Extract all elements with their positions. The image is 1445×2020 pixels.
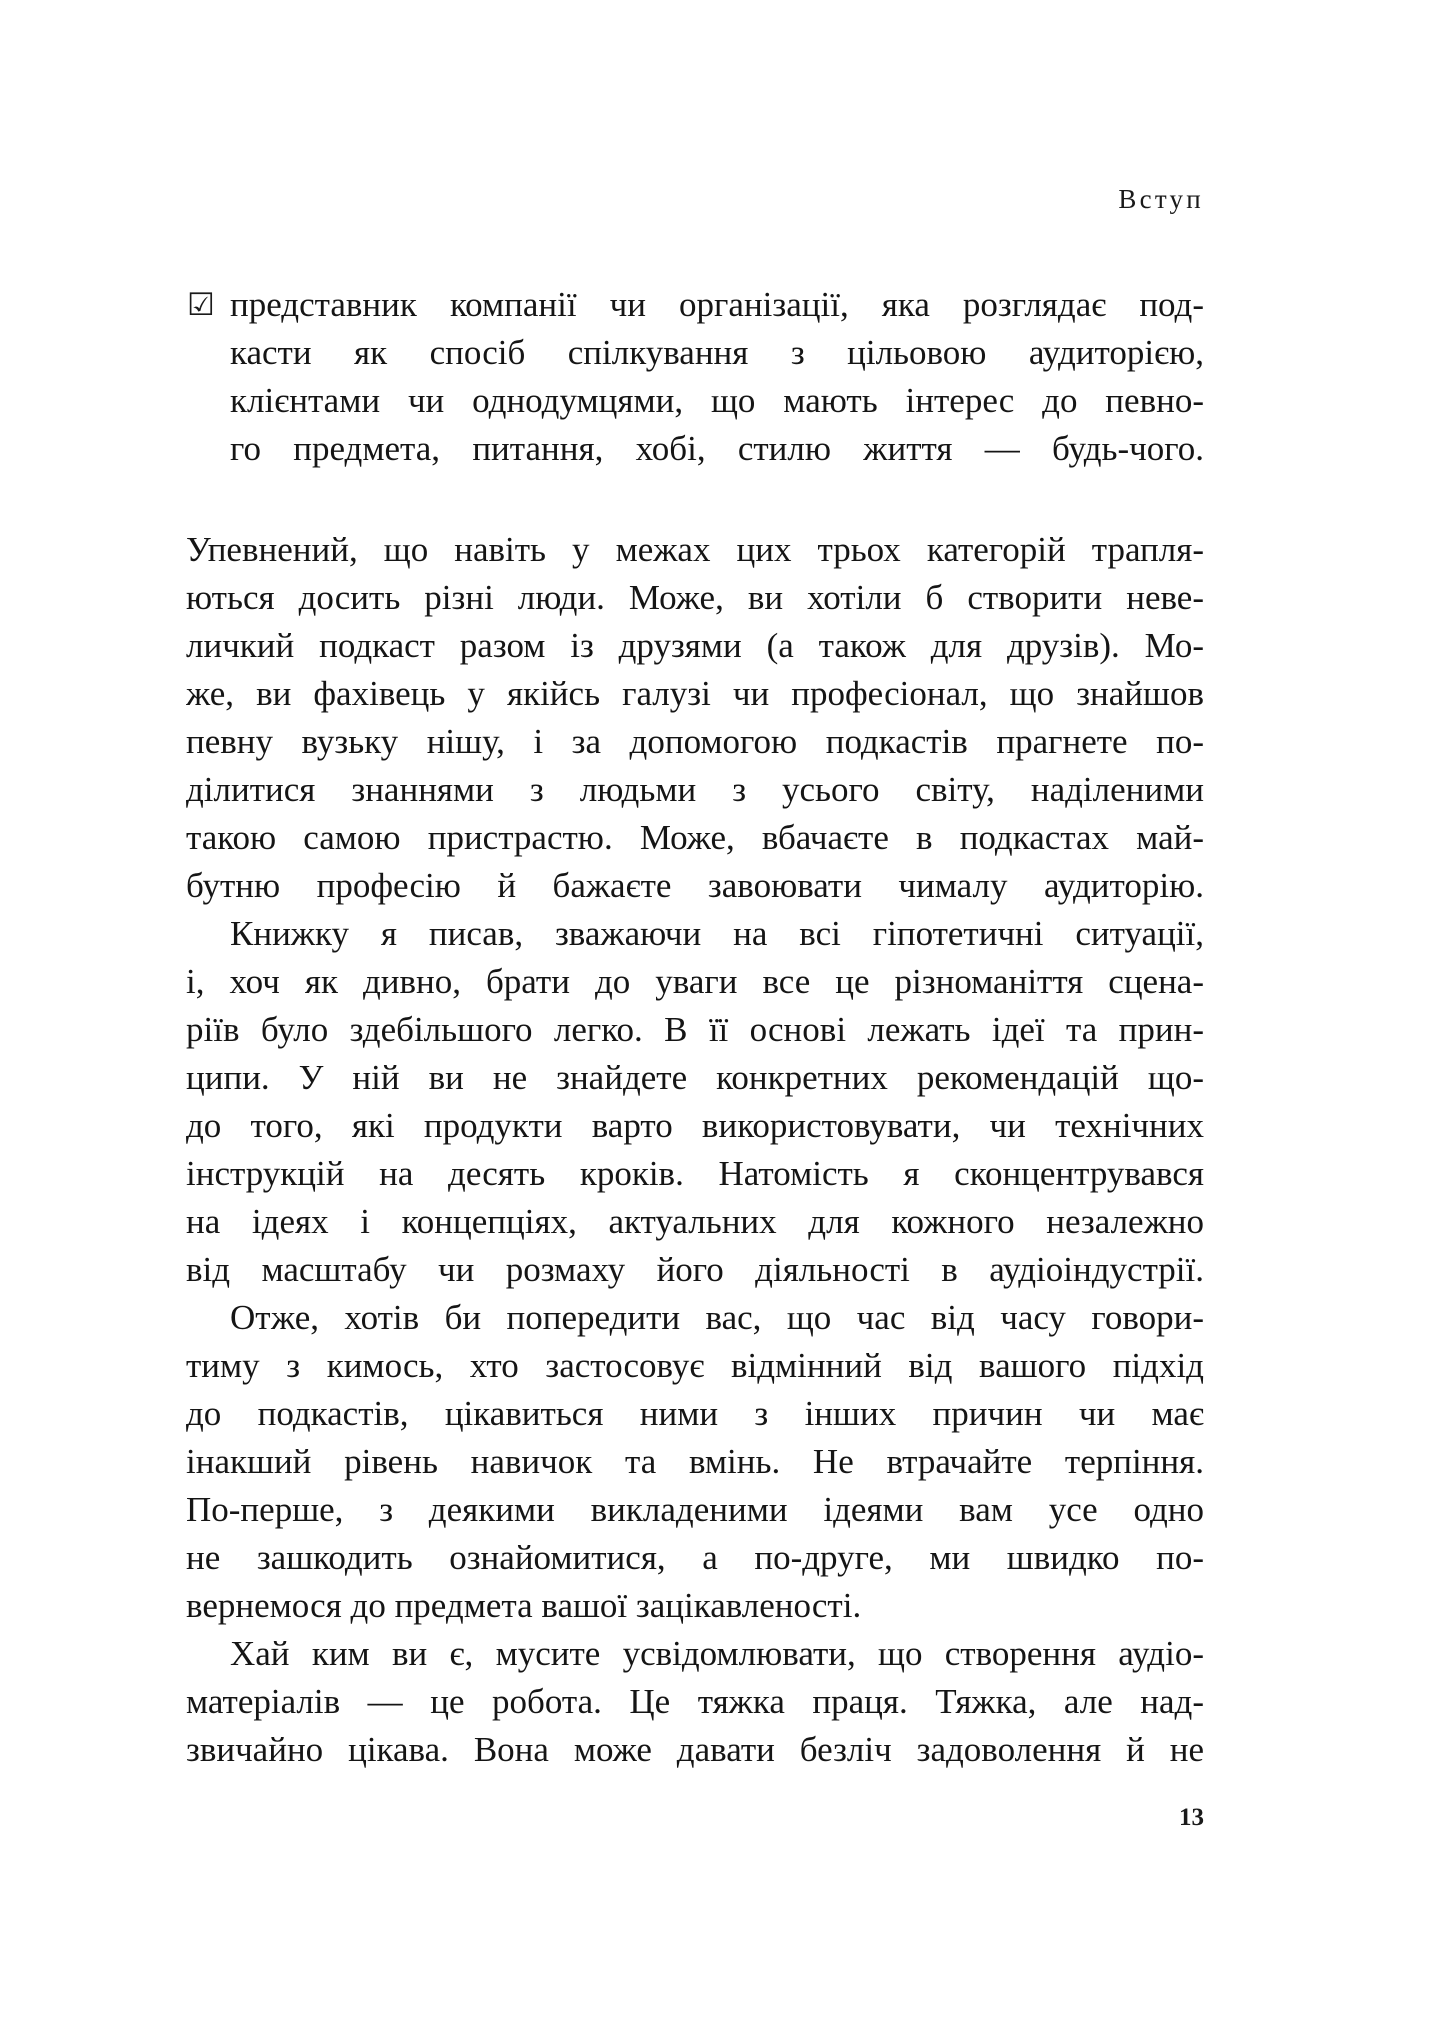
text-line: до того, які продукти варто використовувати, чи технічних [186,1106,1204,1145]
paragraph [186,910,1204,1294]
text-line: Упевнений, що навіть у межах цих трьох категорій трапля- [186,530,1204,569]
text-line: тиму з кимось, хто застосовує відмінний від вашого підхід [186,1346,1204,1385]
text-line: По-перше, з деякими викладеними ідеями вам усе одно [186,1490,1204,1529]
text-line: же, ви фахівець у якійсь галузі чи професіонал, що знайшов [186,674,1204,713]
checkbox-list-item [186,281,1204,473]
body-paragraphs [186,526,1204,1774]
chapter-running-head: Вступ [1118,184,1204,214]
text-line: не зашкодить ознайомитися, а по-друге, ми швидко по- [186,1538,1204,1577]
text-line: матеріалів — це робота. Це тяжка праця. Тяжка, але над- [186,1682,1204,1721]
text-line: ються досить різні люди. Може, ви хотіли б створити неве- [186,578,1204,617]
paragraph [186,1630,1204,1774]
text-line: бутню професію й бажаєте завоювати чималу аудиторію. [186,866,1204,905]
page-number: 13 [1179,1804,1204,1831]
checkbox-item-text [186,281,1204,473]
text-line: вернемося до предмета вашої зацікавленості. [186,1586,862,1625]
text-line: клієнтами чи однодумцями, що мають інтерес до певно- [230,381,1204,420]
text-line: інакший рівень навичок та вмінь. Не втрачайте терпіння. [186,1442,1204,1481]
text-line: від масштабу чи розмаху його діяльності в аудіоіндустрії. [186,1250,1204,1289]
text-line: такою самою пристрастю. Може, вбачаєте в подкастах май- [186,818,1204,857]
text-line: певну вузьку нішу, і за допомогою подкастів прагнете по- [186,722,1204,761]
text-line: до подкастів, цікавиться ними з інших причин чи має [186,1394,1204,1433]
paragraph [186,1294,1204,1630]
text-line: на ідеях і концепціях, актуальних для кожного незалежно [186,1202,1204,1241]
text-line: личкий подкаст разом із друзями (а також для друзів). Мо- [186,626,1204,665]
text-line: Книжку я писав, зважаючи на всі гіпотетичні ситуації, [230,914,1204,953]
text-line: ріїв було здебільшого легко. В її основі лежать ідеї та прин- [186,1010,1204,1049]
text-line: ділитися знаннями з людьми з усього світу, наділеними [186,770,1204,809]
text-line: представник компанії чи організації, яка розглядає под- [230,285,1204,324]
text-line: Хай ким ви є, мусите усвідомлювати, що створення аудіо- [230,1634,1204,1673]
text-line: го предмета, питання, хобі, стилю життя — будь-чого. [230,429,1204,468]
paragraph [186,526,1204,910]
text-line: звичайно цікава. Вона може давати безліч задоволення й не [186,1730,1204,1769]
text-line: касти як спосіб спілкування з цільовою аудиторією, [230,333,1204,372]
text-line: ципи. У ній ви не знайдете конкретних рекомендацій що- [186,1058,1204,1097]
checked-checkbox-icon: ☑ [187,287,215,323]
text-line: інструкцій на десять кроків. Натомість я сконцентрувався [186,1154,1204,1193]
text-line: і, хоч як дивно, брати до уваги все це різноманіття сцена- [186,962,1204,1001]
text-line: Отже, хотів би попередити вас, що час від часу говори- [230,1298,1204,1337]
